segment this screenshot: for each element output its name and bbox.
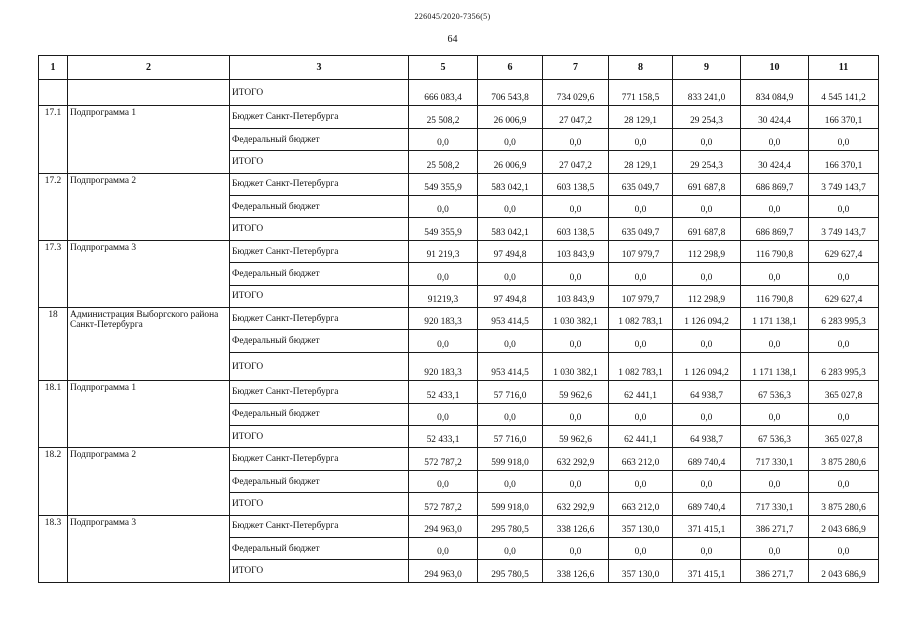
total-cell: 0,0 xyxy=(809,330,879,352)
year-value-cell: 1 030 382,1 xyxy=(543,352,609,381)
funding-source: ИТОГО xyxy=(230,493,409,515)
year-value-cell: 295 780,5 xyxy=(478,515,543,537)
funding-source: Бюджет Санкт-Петербурга xyxy=(230,515,409,537)
year-value-cell: 1 126 094,2 xyxy=(673,307,741,329)
year-value-cell: 0,0 xyxy=(609,538,673,560)
table-row xyxy=(39,448,879,470)
year-value-cell: 0,0 xyxy=(409,196,478,218)
year-value-cell: 1 082 783,1 xyxy=(609,307,673,329)
year-value-cell: 30 424,4 xyxy=(741,151,809,173)
year-value-cell: 116 790,8 xyxy=(741,240,809,262)
year-value-cell: 0,0 xyxy=(741,128,809,150)
year-value-cell: 386 271,7 xyxy=(741,560,809,583)
funding-source: ИТОГО xyxy=(230,80,409,106)
column-header-2: 2 xyxy=(68,56,230,80)
table-body xyxy=(39,80,879,583)
year-value-cell: 0,0 xyxy=(673,403,741,425)
year-value-cell: 953 414,5 xyxy=(478,307,543,329)
total-cell: 0,0 xyxy=(809,196,879,218)
year-value-cell: 62 441,1 xyxy=(609,381,673,403)
funding-source: Бюджет Санкт-Петербурга xyxy=(230,448,409,470)
table-row xyxy=(39,381,879,403)
funding-source: Бюджет Санкт-Петербурга xyxy=(230,106,409,128)
funding-source: Федеральный бюджет xyxy=(230,538,409,560)
year-value-cell: 0,0 xyxy=(609,196,673,218)
table-row xyxy=(39,307,879,329)
year-value-cell: 28 129,1 xyxy=(609,106,673,128)
year-value-cell: 295 780,5 xyxy=(478,560,543,583)
item-name: Подпрограмма 1 xyxy=(68,381,230,448)
year-value-cell: 30 424,4 xyxy=(741,106,809,128)
funding-source: Бюджет Санкт-Петербурга xyxy=(230,307,409,329)
year-value-cell: 920 183,3 xyxy=(409,352,478,381)
year-value-cell: 0,0 xyxy=(741,263,809,285)
total-cell: 2 043 686,9 xyxy=(809,515,879,537)
year-value-cell: 294 963,0 xyxy=(409,515,478,537)
total-cell: 365 027,8 xyxy=(809,426,879,448)
total-cell: 3 875 280,6 xyxy=(809,448,879,470)
item-name: Подпрограмма 3 xyxy=(68,240,230,307)
year-value-cell: 0,0 xyxy=(543,403,609,425)
year-value-cell: 62 441,1 xyxy=(609,426,673,448)
year-value-cell: 0,0 xyxy=(673,470,741,492)
year-value-cell: 28 129,1 xyxy=(609,151,673,173)
item-number: 17.1 xyxy=(39,106,68,173)
total-cell: 3 749 143,7 xyxy=(809,173,879,195)
year-value-cell: 0,0 xyxy=(673,128,741,150)
year-value-cell: 0,0 xyxy=(741,403,809,425)
year-value-cell: 0,0 xyxy=(478,538,543,560)
year-value-cell: 97 494,8 xyxy=(478,285,543,307)
year-value-cell: 57 716,0 xyxy=(478,381,543,403)
year-value-cell: 386 271,7 xyxy=(741,515,809,537)
year-value-cell: 833 241,0 xyxy=(673,80,741,106)
year-value-cell: 27 047,2 xyxy=(543,151,609,173)
year-value-cell: 0,0 xyxy=(478,330,543,352)
year-value-cell: 691 687,8 xyxy=(673,173,741,195)
year-value-cell: 0,0 xyxy=(478,128,543,150)
total-cell: 6 283 995,3 xyxy=(809,307,879,329)
item-number: 18 xyxy=(39,307,68,380)
year-value-cell: 549 355,9 xyxy=(409,173,478,195)
year-value-cell: 338 126,6 xyxy=(543,515,609,537)
year-value-cell: 734 029,6 xyxy=(543,80,609,106)
year-value-cell: 666 083,4 xyxy=(409,80,478,106)
page-number: 64 xyxy=(447,34,458,45)
funding-source: ИТОГО xyxy=(230,352,409,381)
year-value-cell: 294 963,0 xyxy=(409,560,478,583)
funding-source: ИТОГО xyxy=(230,285,409,307)
year-value-cell: 0,0 xyxy=(478,403,543,425)
year-value-cell: 0,0 xyxy=(409,403,478,425)
year-value-cell: 27 047,2 xyxy=(543,106,609,128)
column-header-3: 3 xyxy=(230,56,409,80)
year-value-cell: 107 979,7 xyxy=(609,285,673,307)
year-value-cell: 338 126,6 xyxy=(543,560,609,583)
funding-source: Бюджет Санкт-Петербурга xyxy=(230,240,409,262)
year-value-cell: 599 918,0 xyxy=(478,493,543,515)
year-value-cell: 25 508,2 xyxy=(409,151,478,173)
year-value-cell: 59 962,6 xyxy=(543,381,609,403)
year-value-cell: 103 843,9 xyxy=(543,240,609,262)
funding-source: Бюджет Санкт-Петербурга xyxy=(230,381,409,403)
item-name: Подпрограмма 2 xyxy=(68,448,230,515)
year-value-cell: 112 298,9 xyxy=(673,285,741,307)
funding-source: Федеральный бюджет xyxy=(230,196,409,218)
item-name: Подпрограмма 1 xyxy=(68,106,230,173)
year-value-cell: 29 254,3 xyxy=(673,106,741,128)
year-value-cell: 25 508,2 xyxy=(409,106,478,128)
total-cell: 365 027,8 xyxy=(809,381,879,403)
year-value-cell: 834 084,9 xyxy=(741,80,809,106)
funding-source: ИТОГО xyxy=(230,560,409,583)
total-cell: 0,0 xyxy=(809,403,879,425)
year-value-cell: 0,0 xyxy=(409,470,478,492)
funding-source: Федеральный бюджет xyxy=(230,403,409,425)
year-value-cell: 691 687,8 xyxy=(673,218,741,240)
year-value-cell: 0,0 xyxy=(478,196,543,218)
budget-table xyxy=(38,55,879,583)
table-row xyxy=(39,173,879,195)
funding-source: Бюджет Санкт-Петербурга xyxy=(230,173,409,195)
column-header-11: 11 xyxy=(809,56,879,80)
total-cell: 0,0 xyxy=(809,538,879,560)
year-value-cell: 599 918,0 xyxy=(478,448,543,470)
year-value-cell: 0,0 xyxy=(741,330,809,352)
year-value-cell: 572 787,2 xyxy=(409,493,478,515)
year-value-cell: 0,0 xyxy=(409,263,478,285)
year-value-cell: 0,0 xyxy=(673,263,741,285)
column-header-7: 7 xyxy=(543,56,609,80)
year-value-cell: 572 787,2 xyxy=(409,448,478,470)
item-number: 17.2 xyxy=(39,173,68,240)
column-header-8: 8 xyxy=(609,56,673,80)
year-value-cell: 116 790,8 xyxy=(741,285,809,307)
column-header-row xyxy=(39,56,879,80)
total-cell: 629 627,4 xyxy=(809,285,879,307)
year-value-cell: 26 006,9 xyxy=(478,151,543,173)
year-value-cell: 0,0 xyxy=(543,538,609,560)
year-value-cell: 632 292,9 xyxy=(543,448,609,470)
year-value-cell: 67 536,3 xyxy=(741,426,809,448)
year-value-cell: 97 494,8 xyxy=(478,240,543,262)
year-value-cell: 0,0 xyxy=(409,128,478,150)
column-header-10: 10 xyxy=(741,56,809,80)
year-value-cell: 663 212,0 xyxy=(609,493,673,515)
total-cell: 166 370,1 xyxy=(809,106,879,128)
year-value-cell: 663 212,0 xyxy=(609,448,673,470)
year-value-cell: 0,0 xyxy=(543,128,609,150)
total-cell: 4 545 141,2 xyxy=(809,80,879,106)
year-value-cell: 0,0 xyxy=(609,263,673,285)
column-header-1: 1 xyxy=(39,56,68,80)
year-value-cell: 59 962,6 xyxy=(543,426,609,448)
column-header-6: 6 xyxy=(478,56,543,80)
year-value-cell: 686 869,7 xyxy=(741,173,809,195)
year-value-cell: 0,0 xyxy=(409,538,478,560)
year-value-cell: 583 042,1 xyxy=(478,218,543,240)
year-value-cell: 0,0 xyxy=(543,263,609,285)
funding-source: Федеральный бюджет xyxy=(230,263,409,285)
empty-cell xyxy=(39,80,68,106)
total-cell: 0,0 xyxy=(809,263,879,285)
year-value-cell: 717 330,1 xyxy=(741,493,809,515)
year-value-cell: 1 171 138,1 xyxy=(741,352,809,381)
funding-source: ИТОГО xyxy=(230,426,409,448)
year-value-cell: 29 254,3 xyxy=(673,151,741,173)
year-value-cell: 91219,3 xyxy=(409,285,478,307)
year-value-cell: 0,0 xyxy=(609,470,673,492)
year-value-cell: 549 355,9 xyxy=(409,218,478,240)
year-value-cell: 0,0 xyxy=(673,196,741,218)
year-value-cell: 0,0 xyxy=(673,538,741,560)
year-value-cell: 0,0 xyxy=(673,330,741,352)
year-value-cell: 67 536,3 xyxy=(741,381,809,403)
year-value-cell: 717 330,1 xyxy=(741,448,809,470)
year-value-cell: 64 938,7 xyxy=(673,426,741,448)
year-value-cell: 0,0 xyxy=(741,470,809,492)
column-header-9: 9 xyxy=(673,56,741,80)
column-header-5: 5 xyxy=(409,56,478,80)
year-value-cell: 0,0 xyxy=(543,330,609,352)
year-value-cell: 920 183,3 xyxy=(409,307,478,329)
year-value-cell: 689 740,4 xyxy=(673,493,741,515)
year-value-cell: 26 006,9 xyxy=(478,106,543,128)
item-number: 18.2 xyxy=(39,448,68,515)
year-value-cell: 1 030 382,1 xyxy=(543,307,609,329)
total-cell: 629 627,4 xyxy=(809,240,879,262)
funding-source: ИТОГО xyxy=(230,151,409,173)
funding-source: Федеральный бюджет xyxy=(230,470,409,492)
year-value-cell: 0,0 xyxy=(478,263,543,285)
year-value-cell: 64 938,7 xyxy=(673,381,741,403)
document-id: 226045/2020-7356(5) xyxy=(414,12,491,21)
year-value-cell: 57 716,0 xyxy=(478,426,543,448)
year-value-cell: 0,0 xyxy=(543,470,609,492)
year-value-cell: 686 869,7 xyxy=(741,218,809,240)
year-value-cell: 953 414,5 xyxy=(478,352,543,381)
year-value-cell: 1 126 094,2 xyxy=(673,352,741,381)
funding-source: Федеральный бюджет xyxy=(230,128,409,150)
year-value-cell: 632 292,9 xyxy=(543,493,609,515)
item-number: 18.3 xyxy=(39,515,68,582)
year-value-cell: 0,0 xyxy=(543,196,609,218)
year-value-cell: 689 740,4 xyxy=(673,448,741,470)
year-value-cell: 0,0 xyxy=(609,128,673,150)
year-value-cell: 0,0 xyxy=(741,538,809,560)
total-cell: 3 875 280,6 xyxy=(809,493,879,515)
year-value-cell: 357 130,0 xyxy=(609,515,673,537)
empty-cell xyxy=(68,80,230,106)
year-value-cell: 0,0 xyxy=(478,470,543,492)
year-value-cell: 635 049,7 xyxy=(609,173,673,195)
item-number: 18.1 xyxy=(39,381,68,448)
year-value-cell: 103 843,9 xyxy=(543,285,609,307)
funding-source: ИТОГО xyxy=(230,218,409,240)
item-name: Администрация Выборгского района Санкт-Петербурга xyxy=(68,307,230,380)
table-row xyxy=(39,106,879,128)
year-value-cell: 52 433,1 xyxy=(409,426,478,448)
year-value-cell: 603 138,5 xyxy=(543,173,609,195)
year-value-cell: 52 433,1 xyxy=(409,381,478,403)
table-row xyxy=(39,515,879,537)
year-value-cell: 1 082 783,1 xyxy=(609,352,673,381)
total-cell: 0,0 xyxy=(809,470,879,492)
year-value-cell: 583 042,1 xyxy=(478,173,543,195)
table-row xyxy=(39,240,879,262)
year-value-cell: 0,0 xyxy=(409,330,478,352)
year-value-cell: 91 219,3 xyxy=(409,240,478,262)
year-value-cell: 0,0 xyxy=(741,196,809,218)
year-value-cell: 0,0 xyxy=(609,403,673,425)
total-cell: 0,0 xyxy=(809,128,879,150)
total-cell: 3 749 143,7 xyxy=(809,218,879,240)
year-value-cell: 0,0 xyxy=(609,330,673,352)
year-value-cell: 1 171 138,1 xyxy=(741,307,809,329)
funding-source: Федеральный бюджет xyxy=(230,330,409,352)
year-value-cell: 371 415,1 xyxy=(673,515,741,537)
item-name: Подпрограмма 3 xyxy=(68,515,230,582)
item-number: 17.3 xyxy=(39,240,68,307)
year-value-cell: 112 298,9 xyxy=(673,240,741,262)
year-value-cell: 603 138,5 xyxy=(543,218,609,240)
year-value-cell: 706 543,8 xyxy=(478,80,543,106)
year-value-cell: 357 130,0 xyxy=(609,560,673,583)
total-cell: 6 283 995,3 xyxy=(809,352,879,381)
year-value-cell: 371 415,1 xyxy=(673,560,741,583)
year-value-cell: 635 049,7 xyxy=(609,218,673,240)
table-row xyxy=(39,80,879,106)
total-cell: 166 370,1 xyxy=(809,151,879,173)
total-cell: 2 043 686,9 xyxy=(809,560,879,583)
item-name: Подпрограмма 2 xyxy=(68,173,230,240)
year-value-cell: 771 158,5 xyxy=(609,80,673,106)
year-value-cell: 107 979,7 xyxy=(609,240,673,262)
